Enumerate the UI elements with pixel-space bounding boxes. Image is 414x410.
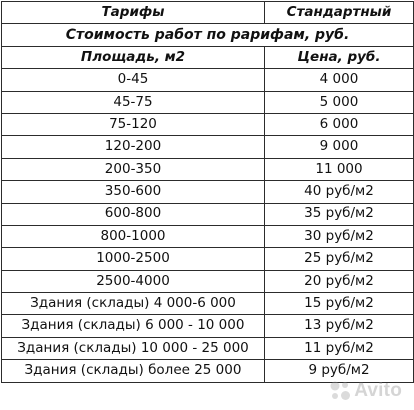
- area-cell: Здания (склады) 10 000 - 25 000: [2, 337, 265, 359]
- header-tariffs: Тарифы: [2, 2, 265, 24]
- subheader-price: Цена, руб.: [265, 46, 414, 68]
- area-cell: 0-45: [2, 69, 265, 91]
- table-row: [2, 158, 414, 180]
- table-row: [2, 113, 414, 135]
- price-cell: 35 руб/м2: [265, 203, 414, 225]
- table-row: [2, 315, 414, 337]
- table-row: [2, 360, 414, 382]
- tariff-price-table: [1, 1, 414, 383]
- area-cell: 45-75: [2, 91, 265, 113]
- price-cell: 9 000: [265, 136, 414, 158]
- price-cell: 25 руб/м2: [265, 248, 414, 270]
- price-cell: 6 000: [265, 113, 414, 135]
- price-cell: 9 руб/м2: [265, 360, 414, 382]
- section-title-row: [2, 24, 414, 46]
- area-cell: 350-600: [2, 181, 265, 203]
- subheader-row: [2, 46, 414, 68]
- price-cell: 11 руб/м2: [265, 337, 414, 359]
- price-cell: 5 000: [265, 91, 414, 113]
- table-row: [2, 181, 414, 203]
- area-cell: Здания (склады) 6 000 - 10 000: [2, 315, 265, 337]
- price-cell: 4 000: [265, 69, 414, 91]
- price-cell: 30 руб/м2: [265, 225, 414, 247]
- table-row: [2, 136, 414, 158]
- price-cell: 11 000: [265, 158, 414, 180]
- table-row: [2, 225, 414, 247]
- avito-logo-icon: [329, 380, 351, 402]
- area-cell: 800-1000: [2, 225, 265, 247]
- area-cell: 120-200: [2, 136, 265, 158]
- price-cell: 20 руб/м2: [265, 270, 414, 292]
- area-cell: Здания (склады) более 25 000: [2, 360, 265, 382]
- area-cell: 600-800: [2, 203, 265, 225]
- area-cell: 2500-4000: [2, 270, 265, 292]
- area-cell: Здания (склады) 4 000-6 000: [2, 293, 265, 315]
- watermark-text: Avito: [354, 380, 402, 401]
- table-row: [2, 91, 414, 113]
- area-cell: 75-120: [2, 113, 265, 135]
- table-row: [2, 270, 414, 292]
- area-cell: 200-350: [2, 158, 265, 180]
- table-row: [2, 337, 414, 359]
- table-row: [2, 293, 414, 315]
- table-row: [2, 69, 414, 91]
- table-header-row: [2, 2, 414, 24]
- price-cell: 40 руб/м2: [265, 181, 414, 203]
- avito-watermark: [329, 380, 402, 402]
- table-body: [2, 2, 414, 383]
- table-row: [2, 248, 414, 270]
- price-cell: 15 руб/м2: [265, 293, 414, 315]
- header-standard: Стандартный: [265, 2, 414, 24]
- section-title: Стоимость работ по рарифам, руб.: [2, 24, 414, 46]
- area-cell: 1000-2500: [2, 248, 265, 270]
- table-row: [2, 203, 414, 225]
- price-cell: 13 руб/м2: [265, 315, 414, 337]
- subheader-area: Площадь, м2: [2, 46, 265, 68]
